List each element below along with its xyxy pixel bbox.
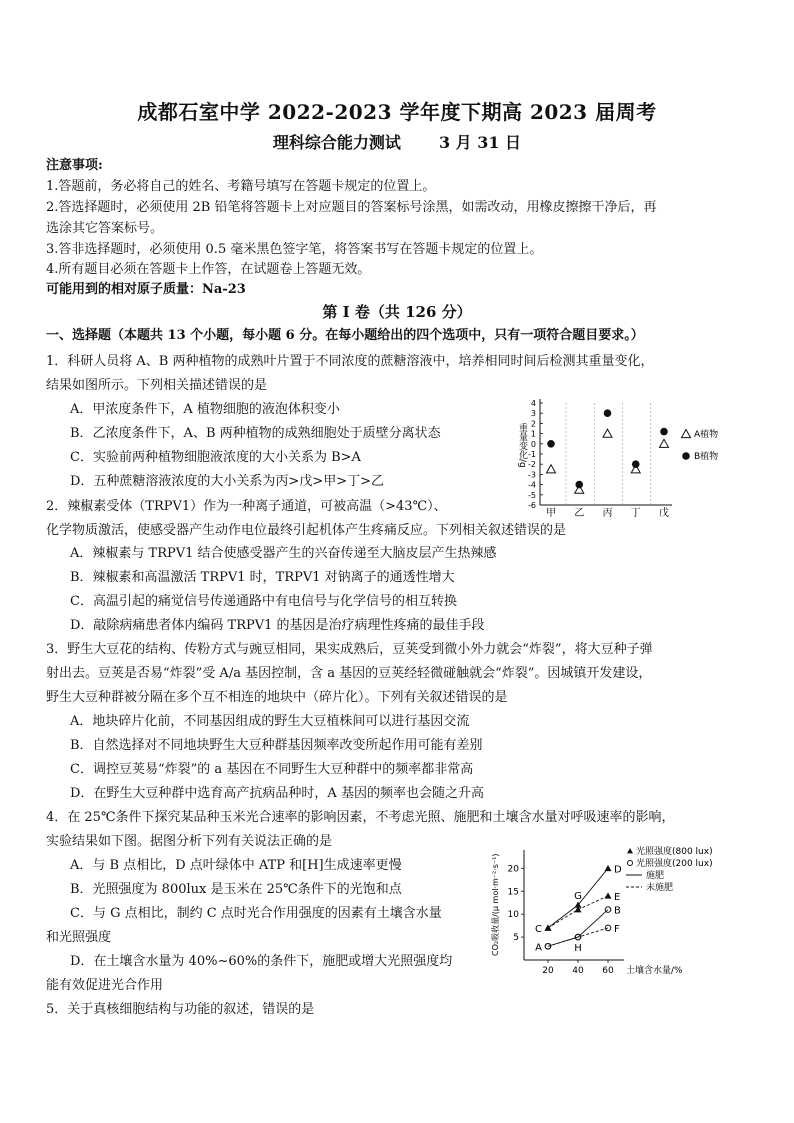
option-c: C．调控豆荚易“炸裂”的 a 基因在不同野生大豆种群中的频率都非常高: [70, 762, 474, 777]
option-b: B．乙浓度条件下，A、B 两种植物的成熟细胞处于质壁分离状态: [70, 426, 441, 441]
x-tick-label: 乙: [574, 508, 585, 519]
option-c-cont: 和光照强度: [46, 930, 112, 945]
x-tick-label: 60: [602, 966, 614, 976]
question-stem: 1．科研人员将 A、B 两种植物的成熟叶片置于不同浓度的蔗糖溶液中，培养相同时间后检测其重量变化，: [46, 354, 654, 369]
option-c: C．高温引起的痛觉信号传递通路中有电信号与化学信号的相互转换: [70, 594, 457, 609]
y-tick-label: 0: [530, 439, 536, 449]
y-tick-label: -3: [528, 470, 536, 480]
legend-circle-icon: [628, 861, 633, 866]
note-item: 1.答题前，务必将自己的姓名、考籍号填写在答题卡规定的位置上。: [46, 179, 436, 194]
legend-triangle-icon: [627, 848, 633, 853]
exam-date: 3 月 31 日: [438, 133, 522, 152]
question-stem: 实验结果如下图。据图分析下列有关说法正确的是: [46, 834, 333, 849]
question-stem: 4．在 25℃条件下探究某品种玉米光合速率的影响因素，不考虑光照、施肥和土壤含水量对呼吸速率的影响，: [46, 810, 675, 825]
notes-heading: 注意事项:: [46, 158, 103, 173]
option-b: B．自然选择对不同地块野生大豆种群基因频率改变所起作用可能有差别: [70, 738, 483, 753]
y-tick-label: -5: [528, 490, 536, 500]
atomic-mass: 可能用到的相对原子质量：Na-23: [46, 282, 246, 297]
data-point-a-plant: [603, 429, 612, 437]
question-stem: 化学物质激活，使感受器产生动作电位最终引起机体产生疼痛反应。下列相关叙述错误的是: [46, 523, 567, 538]
data-point-b-plant: [575, 481, 583, 489]
question-stem: 野生大豆种群被分隔在多个互不相连的地块中（碎片化）。下列有关叙述错误的是: [46, 690, 508, 705]
data-point-800lux: [545, 924, 552, 930]
question-stem: 结果如图所示。下列相关描述错误的是: [46, 378, 268, 393]
y-tick-label: -2: [528, 460, 536, 470]
note-item: 2.答选择题时，必须使用 2B 铅笔将答题卡上对应题目的答案标号涂黑，如需改动，用橡皮擦擦干净后，再: [46, 200, 657, 215]
subject-name: 理科综合能力测试: [272, 133, 401, 152]
legend-label: 施肥: [646, 871, 665, 881]
note-item: 3.答非选择题时，必须使用 0.5 毫米黑色签字笔，将答案书写在答题卡规定的位置上。: [46, 242, 543, 257]
data-point-b-plant: [604, 409, 612, 417]
section-instructions: 一、选择题（本题共 13 个小题，每小题 6 分。在每小题给出的四个选项中，只有一项符合题目要求。）: [46, 328, 644, 343]
question-stem: 5．关于真核细胞结构与功能的叙述，错误的是: [46, 1002, 315, 1017]
option-a: A．地块碎片化前，不同基因组成的野生大豆植株间可以进行基因交流: [70, 714, 470, 729]
x-tick-label: 丁: [630, 508, 641, 519]
point-label: C: [535, 923, 542, 935]
option-c: C．实验前两种植物细胞液浓度的大小关系为 B>A: [70, 450, 361, 465]
y-tick-label: 15: [507, 887, 519, 898]
note-item: 4.所有题目必须在答题卡上作答，在试题卷上答题无效。: [46, 262, 371, 277]
legend-label: 光照强度(200 lux): [636, 859, 713, 869]
data-point-b-plant: [660, 428, 668, 436]
data-point-a-plant: [660, 439, 669, 447]
point-label: E: [614, 891, 621, 903]
legend-label: 未施肥: [646, 883, 674, 893]
x-axis-label: 土壤含水量/%: [626, 966, 683, 976]
y-tick-label: -1: [528, 450, 536, 459]
option-a: A．与 B 点相比，D 点叶绿体中 ATP 和[H]生成速率更慢: [70, 858, 402, 873]
option-c: C．与 G 点相比，制约 C 点时光合作用强度的因素有土壤含水量: [70, 906, 442, 921]
exam-subtitle: [0, 130, 794, 153]
x-tick-label: 20: [542, 966, 554, 976]
y-tick-label: 5: [513, 933, 519, 944]
y-tick-label: 3: [530, 409, 536, 419]
option-d: D．五种蔗糖溶液浓度的大小关系为丙>戊>甲>丁>乙: [70, 474, 384, 489]
x-tick-label: 40: [572, 966, 584, 976]
y-tick-label: -4: [528, 480, 536, 490]
option-b: B．光照强度为 800lux 是玉米在 25℃条件下的光饱和点: [70, 882, 402, 897]
y-axis-label: CO₂吸收量/(μ mol·m⁻²·s⁻¹): [491, 853, 500, 956]
data-point-b-plant: [547, 440, 555, 448]
y-tick-label: 10: [507, 910, 519, 921]
data-point-200lux: [605, 907, 611, 913]
legend-label: A植物: [694, 430, 719, 440]
option-d-cont: 能有效促进光合作用: [46, 978, 164, 993]
option-a: A．辣椒素与 TRPV1 结合使感受器产生的兴奋传递至大脑皮层产生热辣感: [70, 546, 497, 561]
point-label: H: [574, 943, 582, 955]
data-point-200lux: [605, 925, 611, 931]
legend-label: B植物: [694, 452, 719, 462]
y-tick-label: 20: [507, 864, 519, 875]
legend-label: 光照强度(800 lux): [636, 847, 713, 857]
point-label: A: [535, 942, 542, 954]
x-tick-label: 甲: [546, 508, 556, 519]
data-point-800lux: [605, 892, 612, 898]
question-stem: 3．野生大豆花的结构、传粉方式与豌豆相同，果实成熟后，豆荚受到微小外力就会“炸裂”，将大豆种子弹: [46, 642, 653, 657]
question-stem: 2．辣椒素受体（TRPV1）作为一种离子通道，可被高温（>43℃）、: [46, 499, 447, 514]
series-line: [548, 910, 608, 947]
x-tick-label: 丙: [602, 508, 613, 519]
note-item: 选涂其它答案标号。: [46, 221, 164, 236]
option-d: D．敲除病痛患者体内编码 TRPV1 的基因是治疗病理性疼痛的最佳手段: [70, 618, 485, 633]
x-tick-label: 戊: [659, 508, 669, 519]
point-label: D: [614, 864, 622, 876]
y-tick-label: 2: [530, 419, 536, 429]
data-point-a-plant: [547, 465, 556, 473]
point-label: F: [614, 923, 620, 935]
data-point-b-plant: [632, 460, 640, 468]
exam-title: 成都石室中学 2022-2023 学年度下期高 2023 届周考: [137, 100, 657, 124]
option-d: D．在野生大豆种群中选育高产抗病品种时，A 基因的频率也会随之升高: [70, 786, 484, 801]
option-b: B．辣椒素和高温激活 TRPV1 时，TRPV1 对钠离子的通透性增大: [70, 570, 455, 585]
legend-triangle-icon: [682, 430, 691, 438]
point-label: G: [574, 891, 582, 902]
y-axis-label: 重量变化/g: [517, 423, 527, 468]
co2-absorption-chart: [488, 840, 738, 980]
section-title: 第 I 卷（共 126 分）: [322, 303, 472, 321]
y-tick-label: 4: [530, 399, 536, 408]
point-label: B: [614, 905, 621, 917]
option-a: A．甲浓度条件下，A 植物细胞的液泡体积变小: [70, 402, 340, 417]
weight-change-chart: [500, 393, 740, 519]
question-stem: 射出去。豆荚是否易“炸裂”受 A/a 基因控制，含 a 基因的豆荚经轻微碰触就会“炸裂”。因城镇开发建设，: [46, 666, 652, 681]
option-d: D．在土壤含水量为 40%~60%的条件下，施肥或增大光照强度均: [70, 954, 453, 969]
y-tick-label: 1: [530, 429, 536, 439]
data-point-800lux: [605, 865, 612, 871]
legend-dot-icon: [682, 452, 690, 460]
y-tick-label: -6: [528, 501, 536, 510]
